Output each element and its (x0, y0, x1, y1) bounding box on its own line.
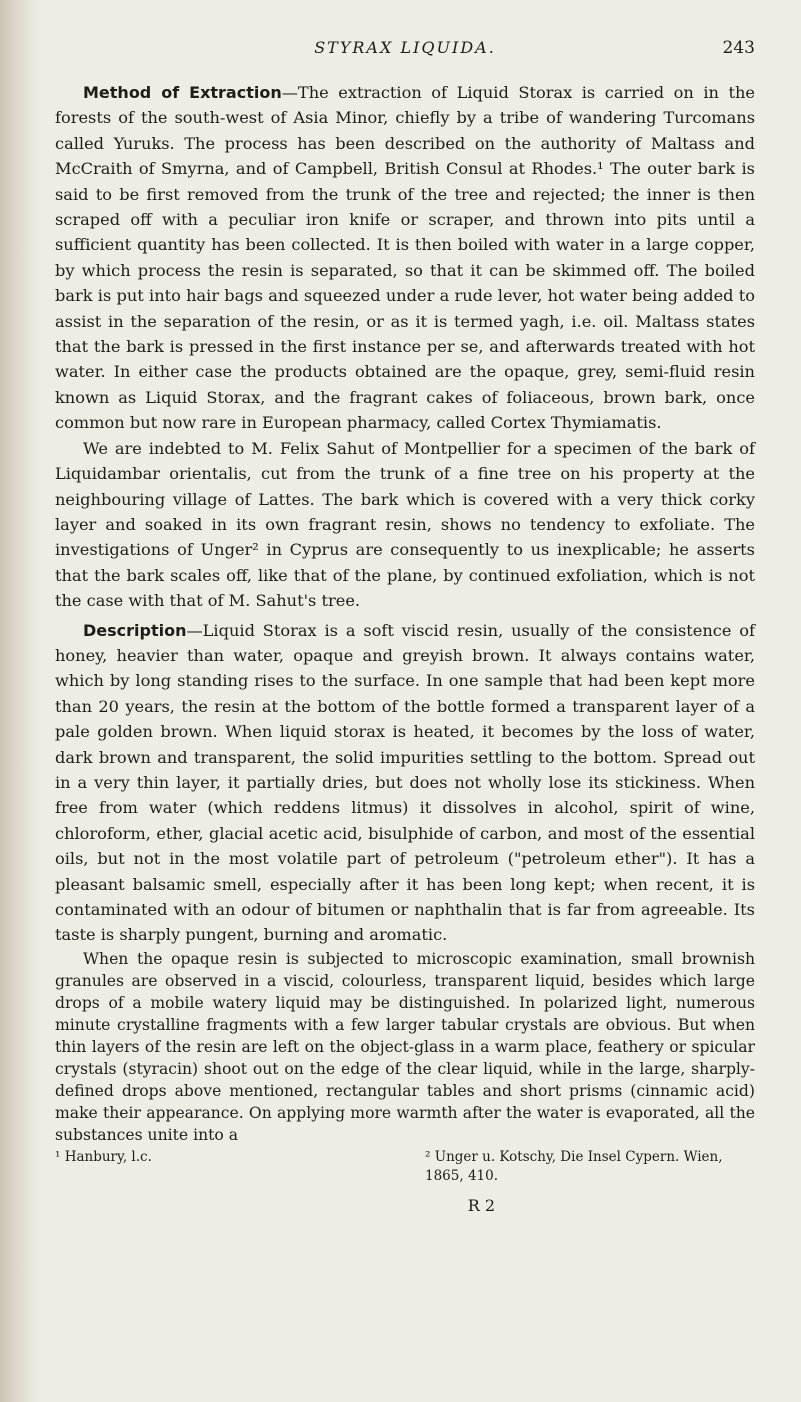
paragraph-sahut-specimen (55, 436, 755, 614)
page-binding-shadow (0, 0, 38, 1402)
book-page (55, 38, 755, 1215)
running-head (55, 38, 755, 70)
paragraph-text: We are indebted to M. Felix Sahut of Montpellier for a specimen of the bark of Liquidambar orientalis, cut from the trunk of a fine tree on his property at the neighbouring village of Lattes. The bark which is covered with a very thick corky layer and soaked in its own fragrant resin, shows no tendency to exfoliate. The investigations of Unger² in Cyprus are consequently to us inexplicable; he asserts that the bark scales off, like that of the plane, by continued exfoliation, which is not the case with that of M. Sahut's tree. (55, 438, 755, 611)
section-heading-description: Description (83, 620, 187, 640)
paragraph-description (55, 618, 755, 948)
signature-mark: R 2 (467, 1195, 495, 1215)
footnote-2: ² Unger u. Kotschy, Die Insel Cypern. Wien, 1865, 410. (425, 1148, 723, 1184)
paragraph-text: —The extraction of Liquid Storax is carried on in the forests of the south-west of Asia Minor, chiefly by a tribe of wandering Turcomans called Yuruks. The process has been described on the authority of Maltass and McCraith of Smyrna, and of Campbell, British Consul at Rhodes.¹ The outer bark is said to be first removed from the trunk of the tree and rejected; the inner is then scraped off with a peculiar iron knife or scraper, and thrown into pits until a sufficient quantity has been collected. It is then boiled with water in a large copper, by which process the resin is separated, so that it can be skimmed off. The boiled bark is put into hair bags and squeezed under a rude lever, hot water being added to assist in the separation of the resin, or as it is termed yagh, i.e. oil. Maltass states that the bark is pressed in the first instance per se, and afterwards treated with hot water. In either case the products obtained are the opaque, grey, semi-fluid resin known as Liquid Storax, and the fragrant cakes of foliaceous, brown bark, once common but now rare in European pharmacy, called Cortex Thymiamatis. (55, 83, 755, 433)
paragraph-text: —Liquid Storax is a soft viscid resin, usually of the consistence of honey, heavier than water, opaque and greyish brown. It always contains water, which by long standing rises to the surface. In one sample that had been kept more than 20 years, the resin at the bottom of the bottle formed a transparent layer of a pale golden brown. When liquid storax is heated, it becomes by the loss of water, dark brown and transparent, the solid impurities settling to the bottom. Spread out in a very thin layer, it partially dries, but does not wholly lose its stickiness. When free from water (which reddens litmus) it dissolves in alcohol, spirit of wine, chloroform, ether, glacial acetic acid, bisulphide of carbon, and most of the essential oils, but not in the most volatile part of petroleum ("petroleum ether"). It has a pleasant balsamic smell, especially after it has been long kept; when recent, it is contaminated with an odour of bitumen or naphthalin that is far from agreeable. Its taste is sharply pungent, burning and aromatic. (55, 620, 755, 945)
page-number: 243 (722, 38, 755, 58)
paragraph-microscopic-examination (55, 948, 755, 1146)
section-heading-method: Method of Extraction (83, 83, 282, 102)
paragraph-method-of-extraction (55, 80, 755, 436)
footnotes (55, 1148, 755, 1186)
paragraph-text: When the opaque resin is subjected to microscopic examination, small brownish granules are observed in a viscid, colourless, transparent liquid, besides which large drops of a mobile watery liquid may be distinguished. In polarized light, numerous minute crystalline fragments with a few larger tabular crystals are obvious. But when thin layers of the resin are left on the object-glass in a warm place, feathery or spicular crystals (styracin) shoot out on the edge of the clear liquid, while in the large, sharply-defined drops above mentioned, rectangular tables and short prisms (cinnamic acid) make their appearance. On applying more warmth after the water is evaporated, all the substances unite into a (55, 949, 755, 1144)
running-title: STYRAX LIQUIDA. (314, 38, 496, 57)
footnote-1: ¹ Hanbury, l.c. (55, 1148, 152, 1165)
